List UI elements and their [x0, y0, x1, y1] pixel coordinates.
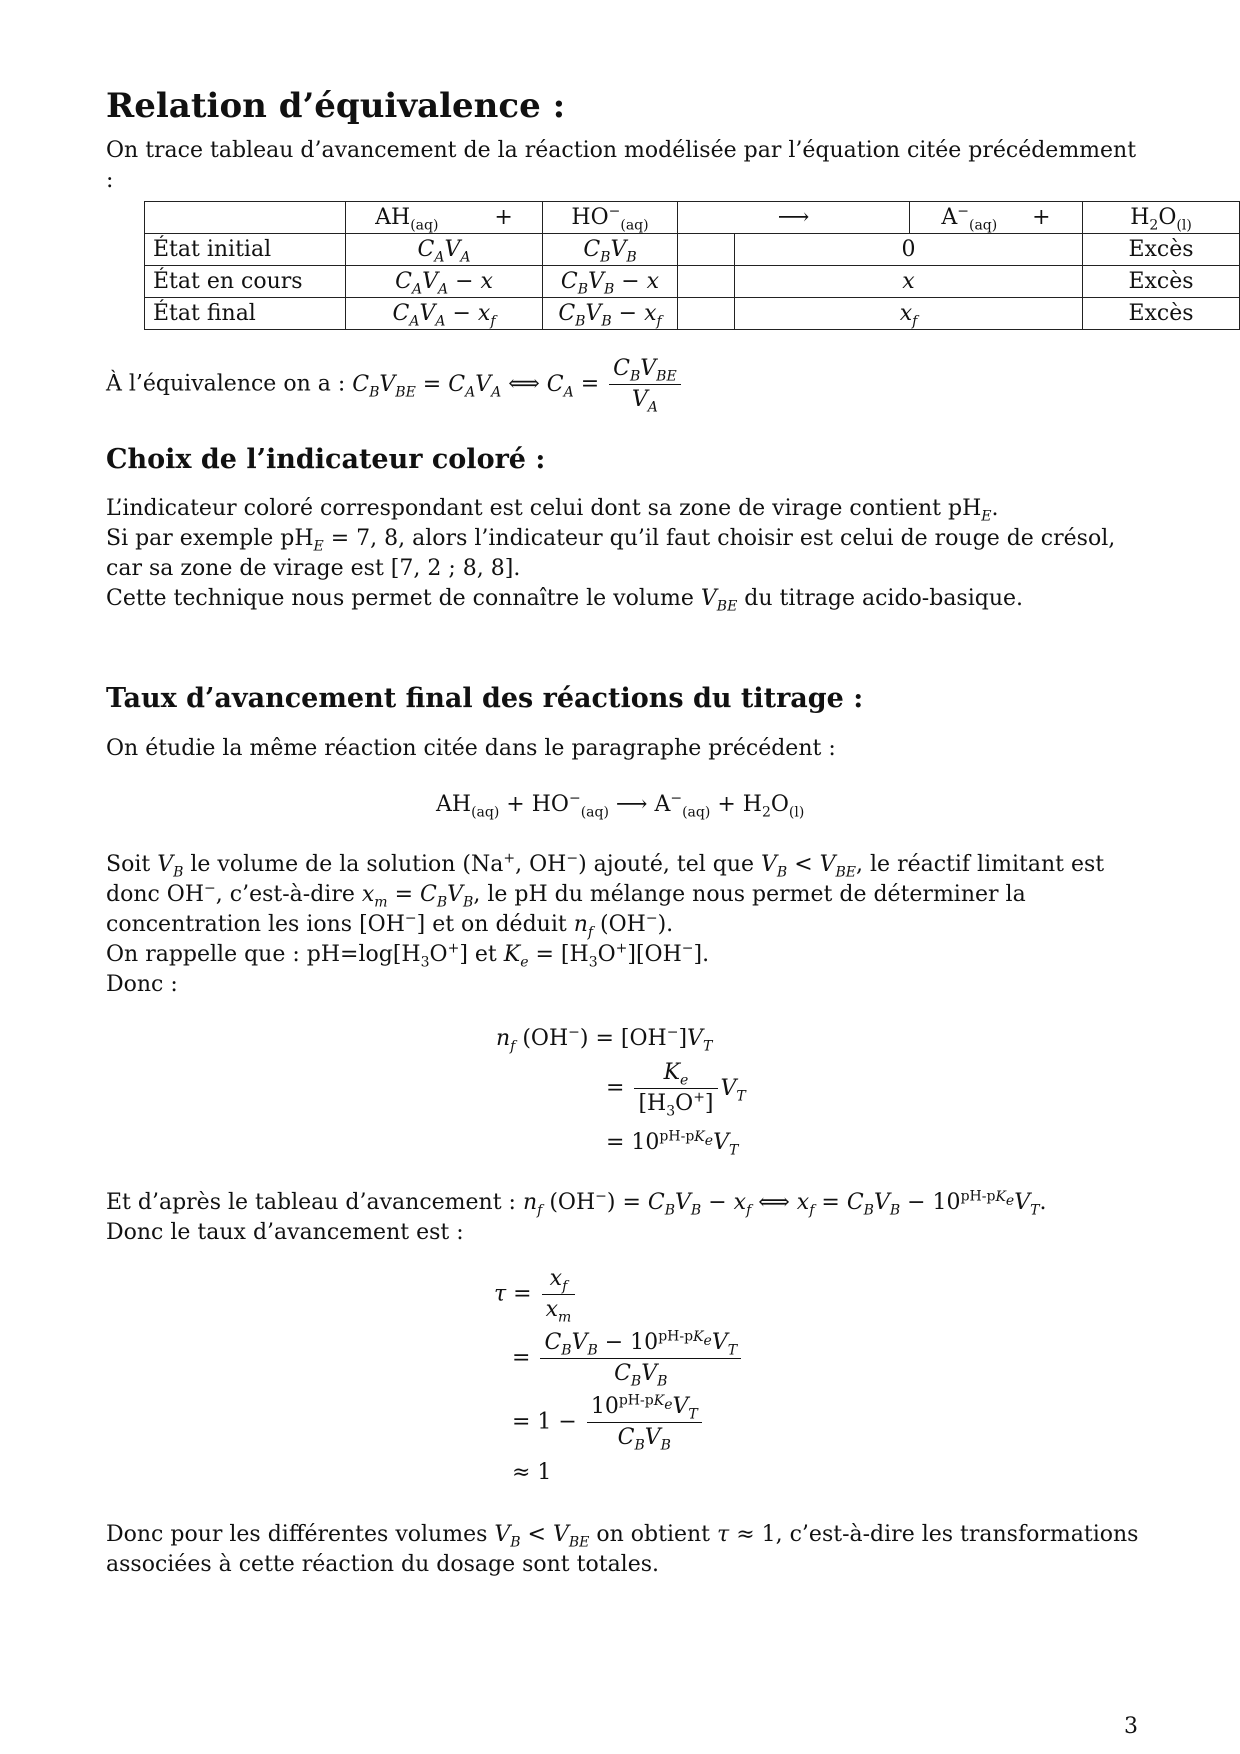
table-row: État initial $C_AV_A$ $C_BV_B$ 0 Excès: [145, 234, 1240, 266]
conclusion-paragraph: Donc pour les différentes volumes $V_B < V_{BE}$ on obtient τ ≈ 1, c’est-à-dire les transformations associées à cette réaction du dosage sont totales.: [106, 1522, 1139, 1577]
advancement-table: [144, 201, 1240, 330]
donc-line: Donc :: [106, 972, 178, 997]
table-cell: $AH_{(aq)}$ +: [346, 202, 543, 234]
intro-text: On trace tableau d’avancement de la réaction modélisée par l’équation citée précédemment :: [106, 138, 1137, 193]
tau-line-2: = $\frac{C_BV_B - 10^{pH-pK_e}V_T}{C_BV_B}$: [512, 1328, 744, 1389]
table-cell: $H_2O_{(l)}$: [1083, 202, 1240, 234]
tau-line-4: ≈ 1: [512, 1460, 552, 1485]
table-cell: $HO^-_{(aq)}$: [543, 202, 678, 234]
indicateur-line-3: Cette technique nous permet de connaître le volume $V_{BE}$ du titrage acido-basique.: [106, 586, 1024, 615]
heading-choix-indicateur: Choix de l’indicateur coloré :: [106, 444, 546, 475]
page-number: 3: [1124, 1714, 1138, 1739]
table-header-row: [145, 202, 1240, 234]
donc-taux-line: Donc le taux d’avancement est :: [106, 1220, 464, 1245]
table-row: État final $C_AV_A - x_f$ $C_BV_B - x_f$ $x_f$ Excès: [145, 298, 1240, 330]
nf-equation-line-3: = $10^{pH-pK_e}V_T$: [606, 1128, 739, 1159]
equivalence-relation: À l’équivalence on a : $C_BV_{BE} = C_AV_A$ ⟺ $C_A$ = $\frac{C_BV_{BE}}{V_A}$: [106, 354, 684, 415]
nf-equation-line-2: = $\frac{K_e}{[H_3O^+]}$ $V_T$: [606, 1060, 746, 1120]
heading-taux-avancement: Taux d’avancement final des réactions du titrage :: [106, 683, 864, 714]
row-label: État initial: [145, 234, 346, 266]
row-label: État en cours: [145, 266, 346, 298]
nf-equation-line-1: $n_f$ $(OH^-) = [OH^-]V_T$: [496, 1024, 713, 1055]
tau-line-1: τ = $\frac{x_f}{x_m}$: [494, 1264, 578, 1325]
table-row: État en cours $C_AV_A - x$ $C_BV_B - x$ x Excès: [145, 266, 1240, 298]
indicateur-line-1: L’indicateur coloré correspondant est celui dont sa zone de virage contient $pH_E$.: [106, 496, 999, 525]
taux-intro: On étudie la même réaction citée dans le paragraphe précédent :: [106, 736, 836, 761]
heading-relation-equivalence: Relation d’équivalence :: [106, 86, 566, 126]
table-cell: ⟶: [678, 202, 910, 234]
et-dapres-line: Et d’après le tableau d’avancement : $n_f$ $(OH^-) = C_BV_B - x_f$ ⟺ $x_f = C_BV_B - 10^{pH-pK_e}V_T$.: [106, 1188, 1047, 1219]
tau-line-3: = 1 − $\frac{10^{pH-pK_e}V_T}{C_BV_B}$: [512, 1392, 705, 1453]
reaction-equation: $AH_{(aq)} + HO^-_{(aq)}$ ⟶ $A^-_{(aq)} + H_2O_{(l)}$: [436, 790, 805, 821]
table-cell: $A^-_{(aq)}$ +: [910, 202, 1083, 234]
indicateur-line-2: Si par exemple $pH_E = 7$, 8, alors l’indicateur qu’il faut choisir est celui de rouge de crésol, car sa zone de virage est [7, 2 ; 8, 8].: [106, 526, 1116, 581]
row-label: État final: [145, 298, 346, 330]
soit-paragraph: Soit $V_B$ le volume de la solution (Na+, OH−) ajouté, tel que $V_B < V_{BE}$, le réactif limitant est donc OH−, c’est-à-dire $x_m = C_BV_B$, le pH du mélange nous permet de déterminer la concentration les ions [OH−] et on déduit $n_f$ (OH−).: [106, 850, 1105, 941]
rappel-line: On rappelle que : $pH=\log[H_3O^+]$ et $K_e = [H_3O^+][OH^-]$.: [106, 940, 710, 971]
